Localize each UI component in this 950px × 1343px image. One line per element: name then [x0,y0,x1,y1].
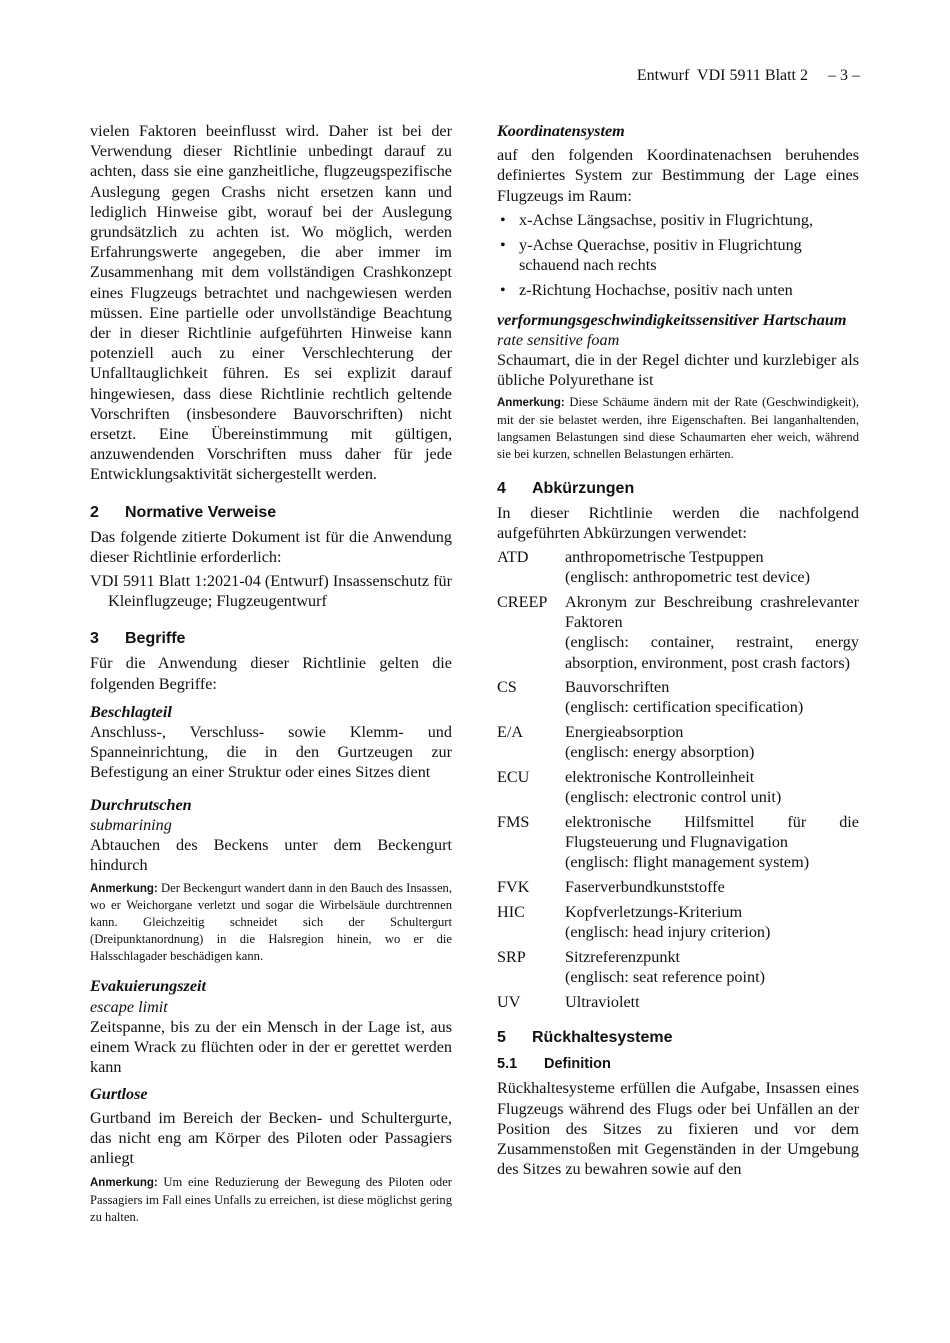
term-title: Beschlagteil [90,702,172,721]
section-title: Normative Verweise [125,503,277,521]
abbreviation-row [497,947,859,987]
intro-paragraph: vielen Faktoren beeinflusst wird. Daher ist bei der Verwendung dieser Richtlinie unbedingt darauf zu achten, dass sie eine ganzheitliche, flugzeugspezifische Auslegung gegen Crashs nicht ersetzen kann und lediglich Hinweise gibt, worauf bei der Auslegung grundsätzlich zu achten ist. Wo möglich, werden Erfahrungswerte angegeben, die aber immer im Zusammenhang mit dem vollständigen Crashkonzept eines Flugzeugs betrachtet und nachgewiesen werden müssen. Eine partielle oder unvollständige Beachtung der in dieser Richtlinie aufgeführten Hinweise kann potenziell auch zu einer Verschlechterung der Unfalltauglichkeit führen. Es sei explizit darauf hingewiesen, dass diese Richtlinie rechtlich geltende Vorschriften (insbesondere Bauvorschriften) nicht ersetzt. Eine Übereinstimmung mit gültigen, anzuwendenden Vorschriften muss daher für jede Entwicklungsaktivität sichergestellt werden. [90,122,452,484]
section-5-1-heading [497,1054,859,1074]
note-label: Anmerkung: [497,397,565,410]
term-entry [497,121,859,301]
term-english: submarining [90,815,172,834]
section-5-1-text: Rückhaltesysteme erfüllen die Aufgabe, Insassen eines Flugzeugs während des Flugs oder bei Unfällen an der Position des Sitzes zu fixieren und vor dem Zusammenstoßen mit Gegenständen in der Umgebung des Sitzes zu bewahren sowie auf den [497,1079,859,1179]
section-number: 3 [90,630,99,648]
term-definition: Anschluss-, Verschluss- sowie Klemm- und Spanneinrichtung, die in den Gurtzeugen zur Befestigung an einer Struktur oder eines Sitzes dient [90,723,452,782]
abbreviation-row [497,992,859,1012]
note-label: Anmerkung: [90,1177,158,1190]
abbreviation-meaning: Akronym zur Beschreibung crashrelevanter Faktoren [565,592,859,632]
list-item: • y-Achse Querachse, positiv in Flugrichtung schauend nach rechts [497,235,859,275]
abbreviation-meaning: Bauvorschriften [565,678,670,697]
abbreviation-meaning: Energieabsorption [565,723,684,742]
term-definition: Schaumart, die in der Regel dichter und kurzlebiger als übliche Polyurethane ist [497,351,859,390]
note-text: Um eine Reduzierung der Bewegung des Piloten oder Passagiers im Fall eines Unfalls zu erreichen, ist diese möglichst gering zu halten. [90,1175,452,1224]
section-5-heading [497,1028,859,1048]
term-title: Durchrutschen [90,795,192,814]
abbreviation-meaning: Sitzreferenzpunkt [565,947,681,966]
note-text: Diese Schäume ändern mit der Rate (Geschwindigkeit), mit der sie belastet werden, ihre Eigenschaften. Bei langanhaltenden, langsamen Belastungen sind diese Schaumarten eher weich, während sie bei kurzen, schnellen Belastungen erhärten. [497,395,859,461]
abbreviation-row [497,877,859,897]
term-entry [90,976,452,1077]
term-english: rate sensitive foam [497,330,620,349]
list-item: • z-Richtung Hochachse, positiv nach unten [497,280,859,300]
section-title: Abkürzungen [532,479,635,497]
abbreviation-key: SRP [497,947,526,966]
section-title: Rückhaltesysteme [532,1029,673,1047]
note-text: Der Beckengurt wandert dann in den Bauch des Insassen, wo er Weichorgane verletzt und sogar die Wirbelsäule durchtrennen kann. Gleichzeitig schneidet sich der Schultergurt (Dreipunktanordnung) in die Halsregion hinein, wo er die Halsschlagader beschädigen kann. [90,880,452,963]
abbreviation-key: HIC [497,902,525,921]
term-title: verformungsgeschwindigkeitssensitiver Hartschaum [497,310,847,329]
section-2-text: Das folgende zitierte Dokument ist für die Anwendung dieser Richtlinie erforderlich: [90,527,452,566]
abbreviation-key: CREEP [497,592,548,611]
term-note [497,394,859,462]
section-4-text: In dieser Richtlinie werden die nachfolgend aufgeführten Abkürzungen verwendet: [497,503,859,542]
term-title: Evakuierungszeit [90,977,207,996]
abbreviation-meaning: Kopfverletzungs-Kriterium [565,902,743,921]
abbreviation-row [497,767,859,807]
running-header [637,67,860,85]
abbreviation-key: E/A [497,723,524,742]
term-entry [90,795,452,965]
axis-list [497,210,859,301]
abbreviation-row [497,547,859,587]
right-column [497,121,859,1179]
abbreviation-meaning: Ultraviolett [565,992,640,1011]
left-column [90,121,452,1226]
abbreviation-row [497,677,859,717]
abbreviation-key: FVK [497,878,530,897]
abbreviation-english: (englisch: head injury criterion) [565,922,771,941]
term-entry [497,310,859,463]
abbreviation-meaning: elektronische Kontrolleinheit [565,768,755,787]
abbreviation-english: (englisch: flight management system) [565,853,810,872]
term-note [90,880,452,965]
term-definition: Abtauchen des Beckens unter dem Beckengurt hindurch [90,836,452,875]
section-3-heading [90,629,452,649]
abbreviation-key: ECU [497,768,530,787]
abbreviation-english: (englisch: seat reference point) [565,967,765,986]
subsection-title: Definition [544,1056,611,1073]
page-number: – 3 – [828,67,860,84]
section-number: 5 [497,1029,506,1047]
abbreviation-english: (englisch: container, restraint, energy absorption, environment, post crash factors) [565,633,859,672]
term-english: escape limit [90,997,168,1016]
abbreviation-row [497,722,859,762]
subsection-number: 5.1 [497,1056,518,1073]
term-definition: Zeitspanne, bis zu der ein Mensch in der Lage ist, aus einem Wrack zu flüchten oder in der er gerettet werden kann [90,1017,452,1077]
abbreviation-english: (englisch: electronic control unit) [565,788,782,807]
term-definition: Gurtband im Bereich der Becken- und Schultergurte, das nicht eng am Körper des Piloten oder Passagiers anliegt [90,1108,452,1168]
abbreviation-row [497,902,859,942]
section-4-heading [497,479,859,499]
abbreviation-meaning: Faserverbundkunststoffe [565,878,725,897]
abbreviation-english: (englisch: certification specification) [565,698,804,717]
normative-reference: VDI 5911 Blatt 1:2021-04 (Entwurf) Insassenschutz für Kleinflugzeuge; Flugzeugentwurf [90,572,452,611]
term-entry [90,1084,452,1226]
section-title: Begriffe [125,630,186,648]
term-definition: auf den folgenden Koordinatenachsen beruhendes definiertes System zur Bestimmung der Lage eines Flugzeugs im Raum: [497,146,859,205]
section-3-text: Für die Anwendung dieser Richtlinie gelten die folgenden Begriffe: [90,654,452,693]
abbreviation-row [497,592,859,673]
list-item: • x-Achse Längsachse, positiv in Flugrichtung, [497,210,859,230]
term-title: Koordinatensystem [497,122,625,140]
note-label: Anmerkung: [90,882,158,895]
term-entry [90,702,452,783]
abbreviation-key: ATD [497,548,529,567]
abbreviation-english: (englisch: energy absorption) [565,743,755,762]
abbreviation-key: CS [497,678,517,697]
abbreviation-english: (englisch: anthropometric test device) [565,568,810,587]
term-title: Gurtlose [90,1084,148,1103]
abbreviation-key: UV [497,992,521,1011]
section-2-heading [90,503,452,523]
abbreviation-meaning: anthropometrische Testpuppen [565,548,764,567]
abbreviation-row [497,812,859,873]
abbreviation-meaning: elektronische Hilfsmittel für die Flugsteuerung und Flugnavigation [565,812,859,852]
section-number: 4 [497,479,506,497]
running-title: Entwurf VDI 5911 Blatt 2 [636,67,808,84]
abbreviation-key: FMS [497,812,530,831]
section-number: 2 [90,503,99,521]
term-note [90,1174,452,1225]
abbreviation-list [497,547,859,1012]
